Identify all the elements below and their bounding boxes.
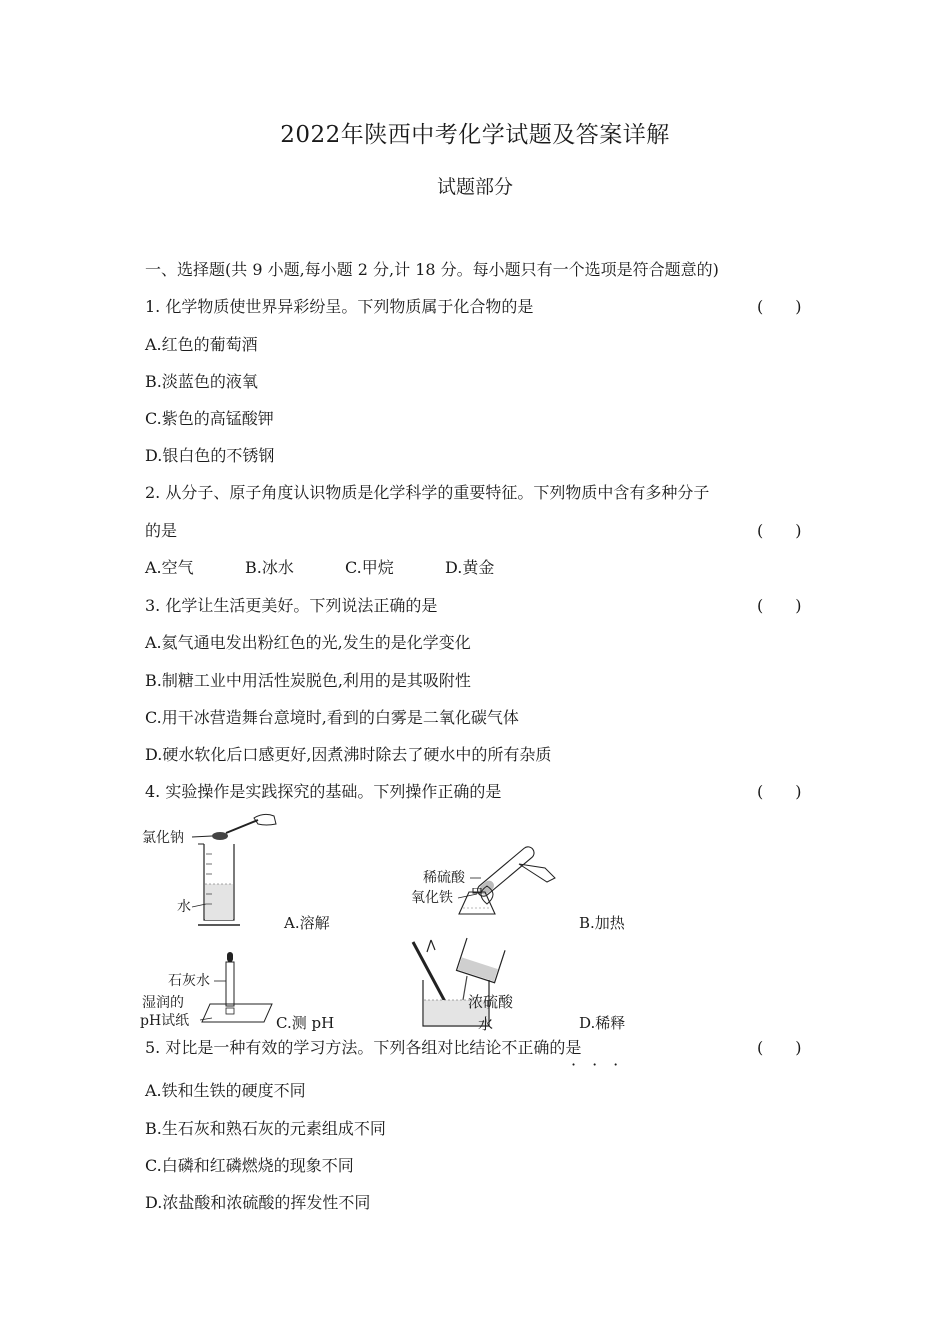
question-4-stem: 4. 实验操作是实践探究的基础。下列操作正确的是 [145,782,502,801]
dropper-bulb-icon [227,952,233,962]
question-1-answer-blank: ( ) [757,297,802,316]
section-heading: 一、选择题(共 9 小题,每小题 2 分,计 18 分。每小题只有一个选项是符合题意的) [145,260,719,279]
question-1-stem: 1. 化学物质使世界异彩纷呈。下列物质属于化合物的是 [145,297,534,316]
question-5-option-b: B.生石灰和熟石灰的元素组成不同 [145,1119,386,1138]
alcohol-lamp-icon [455,888,505,918]
figure-b-caption: B.加热 [579,914,625,932]
question-2-option-c: C.甲烷 [345,558,394,577]
question-3-option-b: B.制糖工业中用活性炭脱色,利用的是其吸附性 [145,671,471,690]
emphasis-dots: · · · [571,1055,619,1074]
question-2-option-a: A.空气 [145,558,194,577]
label-moist: 湿润的 [142,995,184,1011]
question-2-answer-blank: ( ) [757,521,802,540]
label-dilute-sulfuric-acid: 稀硫酸 [423,870,465,886]
pouring-beaker-icon [456,938,505,983]
figure-a-caption: A.溶解 [284,914,330,932]
question-5-option-a: A.铁和生铁的硬度不同 [145,1081,306,1100]
question-2-stem-line-1: 2. 从分子、原子角度认识物质是化学科学的重要特征。下列物质中含有多种分子 [145,483,710,502]
ph-paper-icon [202,1004,272,1022]
question-3-answer-blank: ( ) [757,596,802,615]
figure-c-caption: C.测 pH [276,1014,335,1032]
question-3-option-d: D.硬水软化后口感更好,因煮沸时除去了硬水中的所有杂质 [145,745,552,764]
question-1-option-b: B.淡蓝色的液氧 [145,372,258,391]
figure-c-ph-test-diagram [140,946,280,1030]
question-1-option-c: C.紫色的高锰酸钾 [145,409,274,428]
question-5-stem: 5. 对比是一种有效的学习方法。下列各组对比结论不正确的是 [145,1038,582,1057]
question-1-option-d: D.银白色的不锈钢 [145,446,275,465]
label-water: 水 [177,899,191,915]
question-2-options [145,557,494,579]
question-5-answer-blank: ( ) [757,1038,802,1057]
question-2-option-b: B.冰水 [245,558,294,577]
label-ph-paper: pH试纸 [140,1013,190,1029]
question-3-stem: 3. 化学让生活更美好。下列说法正确的是 [145,596,438,615]
stir-arrow-icon [427,940,435,952]
label-sodium-chloride: 氯化钠 [142,830,184,846]
label-limewater: 石灰水 [168,973,210,989]
tube-holder-hand-icon [519,864,555,882]
dropper-tube-icon [226,962,234,1006]
question-1-option-a: A.红色的葡萄酒 [145,335,258,354]
label-iron-oxide: 氧化铁 [411,890,453,906]
question-3-option-a: A.氦气通电发出粉红色的光,发生的是化学变化 [145,633,471,652]
page-title: 2022年陕西中考化学试题及答案详解 [280,122,670,148]
question-5-option-d: D.浓盐酸和浓硫酸的挥发性不同 [145,1193,371,1212]
label-concentrated-sulfuric-acid: 浓硫酸 [468,993,514,1011]
label-water-beaker: 水 [478,1015,494,1033]
question-3-option-c: C.用干冰营造舞台意境时,看到的白雾是二氧化碳气体 [145,708,519,727]
page-subtitle: 试题部分 [436,176,513,198]
figure-d-caption: D.稀释 [579,1014,626,1032]
figure-d-dilution-diagram [405,936,525,1032]
question-2-stem-line-2: 的是 [145,521,178,540]
spoon-bowl-icon [212,832,228,840]
question-2-option-d: D.黄金 [445,558,495,577]
question-5-option-c: C.白磷和红磷燃烧的现象不同 [145,1156,354,1175]
question-4-answer-blank: ( ) [757,782,802,801]
figure-a-dissolve-diagram [140,812,290,934]
